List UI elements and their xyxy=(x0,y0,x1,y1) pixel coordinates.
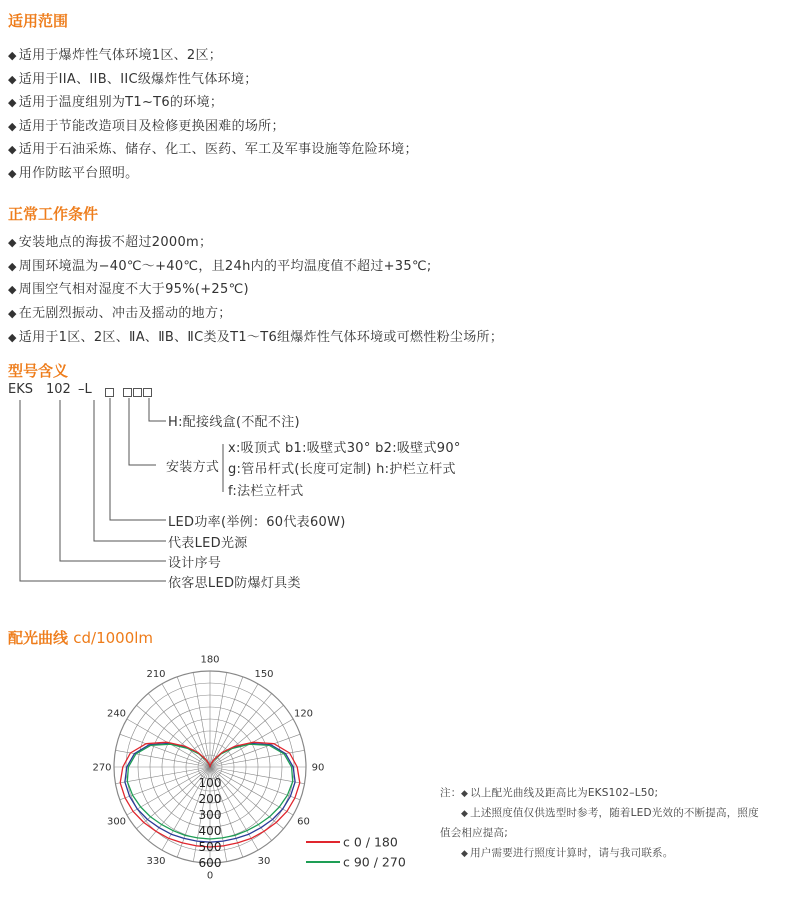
application-item: ◆ 适用于温度组别为T1~T6的环境； xyxy=(8,91,418,115)
polar-angle-label: 180 xyxy=(200,654,220,666)
model-label-source: 代表LED光源 xyxy=(168,536,248,551)
model-label-power: LED功率(举例：60代表60W) xyxy=(168,515,346,530)
condition-item: ◆ 在无剧烈振动、冲击及摇动的地方； xyxy=(8,302,503,326)
application-item: ◆ 适用于节能改造项目及检修更换困难的场所； xyxy=(8,115,418,139)
note-line: 值会相应提高; xyxy=(440,827,508,839)
section-title-conditions: 正常工作条件 xyxy=(8,205,99,223)
application-item: ◆ 适用于爆炸性气体环境1区、2区； xyxy=(8,44,418,68)
model-install-option: g:管吊杆式(长度可定制) h:护栏立杆式 xyxy=(228,462,456,477)
polar-angle-label: 30 xyxy=(257,856,271,867)
polar-angle-label: 210 xyxy=(146,669,166,680)
model-install-option: f:法栏立杆式 xyxy=(228,484,304,499)
curve-unit: cd/1000lm xyxy=(73,629,154,647)
application-item: ◆ 用作防眩平台照明。 xyxy=(8,162,418,186)
polar-angle-label: 240 xyxy=(106,708,127,720)
model-code-dash: –L xyxy=(78,382,92,397)
model-label-brand: 依客思LED防爆灯具类 xyxy=(168,576,301,591)
polar-angle-label: 120 xyxy=(293,708,314,720)
polar-radial-label: 600 xyxy=(198,856,222,870)
polar-radial-label: 300 xyxy=(198,808,222,822)
polar-angle-label: 0 xyxy=(206,870,214,882)
model-code-number: 102 xyxy=(46,382,71,397)
polar-angle-label: 330 xyxy=(146,856,166,867)
condition-item: ◆ 周围空气相对湿度不大于95%(+25℃) xyxy=(8,278,503,302)
polar-legend xyxy=(306,835,406,870)
curve-title: 配光曲线 xyxy=(8,629,69,647)
polar-angle-label: 300 xyxy=(106,816,127,828)
note-line: ◆ 上述照度值仅供选型时参考，随着LED光效的不断提高，照度 xyxy=(461,805,759,820)
polar-angle-label: 90 xyxy=(311,762,325,774)
section-title-model: 型号含义 xyxy=(8,362,69,380)
polar-angle-label: 60 xyxy=(297,816,310,828)
model-label-install: 安装方式 xyxy=(166,460,220,475)
note-line: ◆ 以上配光曲线及距高比为EKS102–L50; xyxy=(461,785,658,800)
model-label-serial: 设计序号 xyxy=(168,556,222,571)
legend-label: c 90 / 270 xyxy=(343,854,406,870)
polar-radial-label: 200 xyxy=(198,792,222,806)
application-item: ◆ 适用于石油采炼、储存、化工、医药、军工及军事设施等危险环境； xyxy=(8,138,418,162)
model-code-eks: EKS xyxy=(8,382,33,397)
model-label-h: H:配接线盒(不配不注) xyxy=(168,415,300,430)
note-prefix: 注： xyxy=(440,787,462,799)
polar-chart xyxy=(0,640,440,900)
polar-radial-label: 400 xyxy=(198,824,222,838)
polar-radial-label: 500 xyxy=(198,840,222,854)
model-install-option: x:吸顶式 b1:吸壁式30° b2:吸壁式90° xyxy=(228,441,461,456)
legend-label: c 0 / 180 xyxy=(343,834,398,850)
polar-angle-label: 270 xyxy=(92,762,112,774)
polar-angle-label: 150 xyxy=(254,669,274,680)
application-item: ◆ 适用于IIA、IIB、IIC级爆炸性气体环境； xyxy=(8,68,418,92)
condition-item: ◆ 适用于1区、2区、ⅡA、ⅡB、ⅡC类及T1～T6组爆炸性气体环境或可燃性粉尘场所； xyxy=(8,326,503,350)
condition-item: ◆ 周围环境温为−40℃～+40℃，且24h内的平均温度值不超过+35℃; xyxy=(8,255,503,279)
note-line: ◆ 用户需要进行照度计算时，请与我司联系。 xyxy=(461,845,673,860)
polar-radial-label: 100 xyxy=(198,776,222,790)
section-title-application: 适用范围 xyxy=(8,12,69,30)
condition-item: ◆ 安装地点的海拔不超过2000m； xyxy=(8,231,503,255)
